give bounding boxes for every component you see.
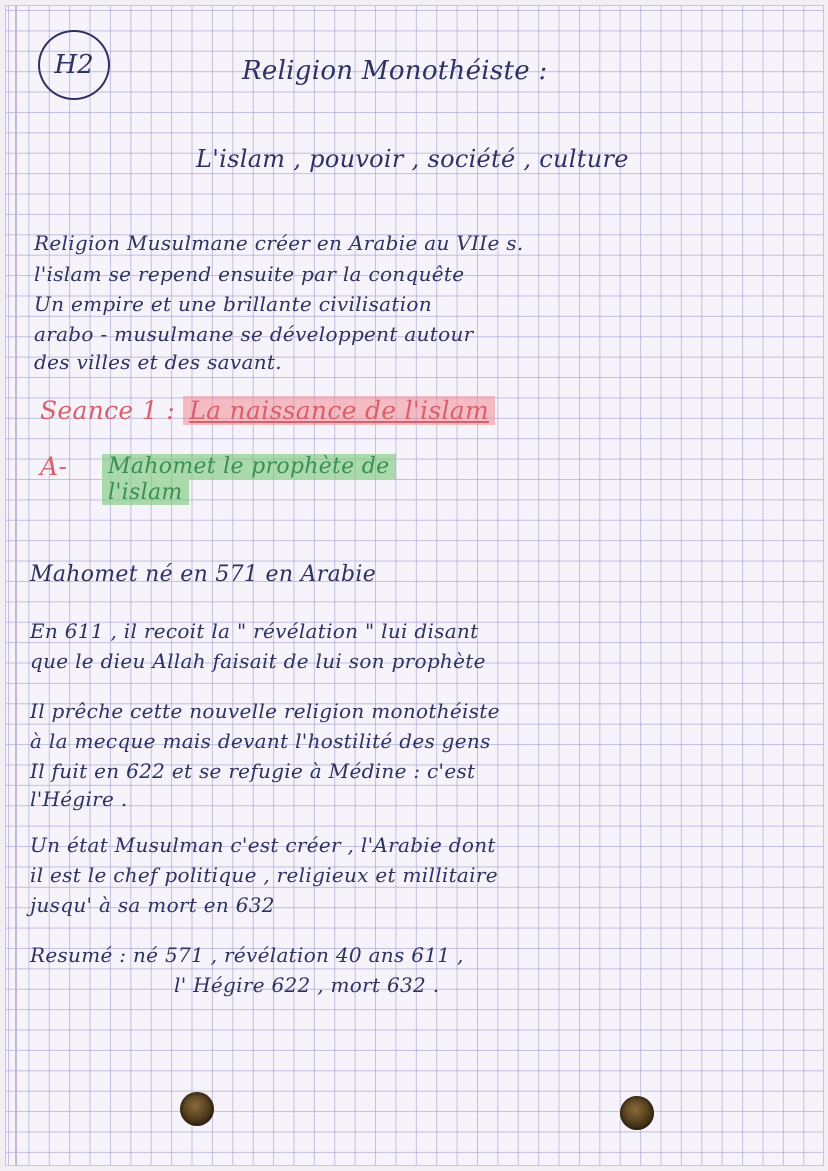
para-1-line-1: Mahomet né en 571 en Arabie xyxy=(30,562,377,587)
para-3-line-1: Il prêche cette nouvelle religion monothéiste xyxy=(30,699,500,723)
resume-line-1: Resumé : né 571 , révélation 40 ans 611 , xyxy=(30,943,464,967)
para-2-line-2: que le dieu Allah faisait de lui son prophète xyxy=(30,649,486,673)
para-3-line-4: l'Hégire . xyxy=(30,787,128,811)
intro-line-1: Religion Musulmane créer en Arabie au VIIe s. xyxy=(34,231,524,255)
binder-hole-left xyxy=(180,1092,214,1126)
para-3-line-3: Il fuit en 622 et se refugie à Médine : c'est xyxy=(30,759,476,783)
section-a-title-line1: Mahomet le prophète de xyxy=(102,454,396,480)
intro-line-5: des villes et des savant. xyxy=(34,350,282,374)
para-4-line-2: il est le chef politique , religieux et millitaire xyxy=(30,863,498,887)
notebook-page xyxy=(6,6,823,1165)
margin-line xyxy=(15,6,17,1165)
para-3-line-2: à la mecque mais devant l'hostilité des gens xyxy=(30,729,491,753)
page-title: Religion Monothéiste : xyxy=(242,56,548,86)
intro-line-4: arabo - musulmane se développent autour xyxy=(34,322,474,346)
seance-heading xyxy=(40,398,495,424)
seance-title: La naissance de l'islam xyxy=(183,396,495,425)
intro-line-2: l'islam se repend ensuite par la conquête xyxy=(34,262,465,286)
para-2-line-1: En 611 , il recoit la " révélation " lui disant xyxy=(30,619,479,643)
chapter-tag: H2 xyxy=(38,30,110,100)
seance-prefix: Seance 1 : xyxy=(40,396,175,425)
section-a-prefix: A- xyxy=(40,452,68,481)
para-4-line-1: Un état Musulman c'est créer , l'Arabie dont xyxy=(30,833,496,857)
section-a-title-line2: l'islam xyxy=(102,480,189,506)
page-subtitle: L'islam , pouvoir , société , culture xyxy=(196,145,629,173)
intro-line-3: Un empire et une brillante civilisation xyxy=(34,292,432,316)
para-4-line-3: jusqu' à sa mort en 632 xyxy=(30,893,275,917)
resume-line-2: l' Hégire 622 , mort 632 . xyxy=(174,973,440,997)
binder-hole-right xyxy=(620,1096,654,1130)
